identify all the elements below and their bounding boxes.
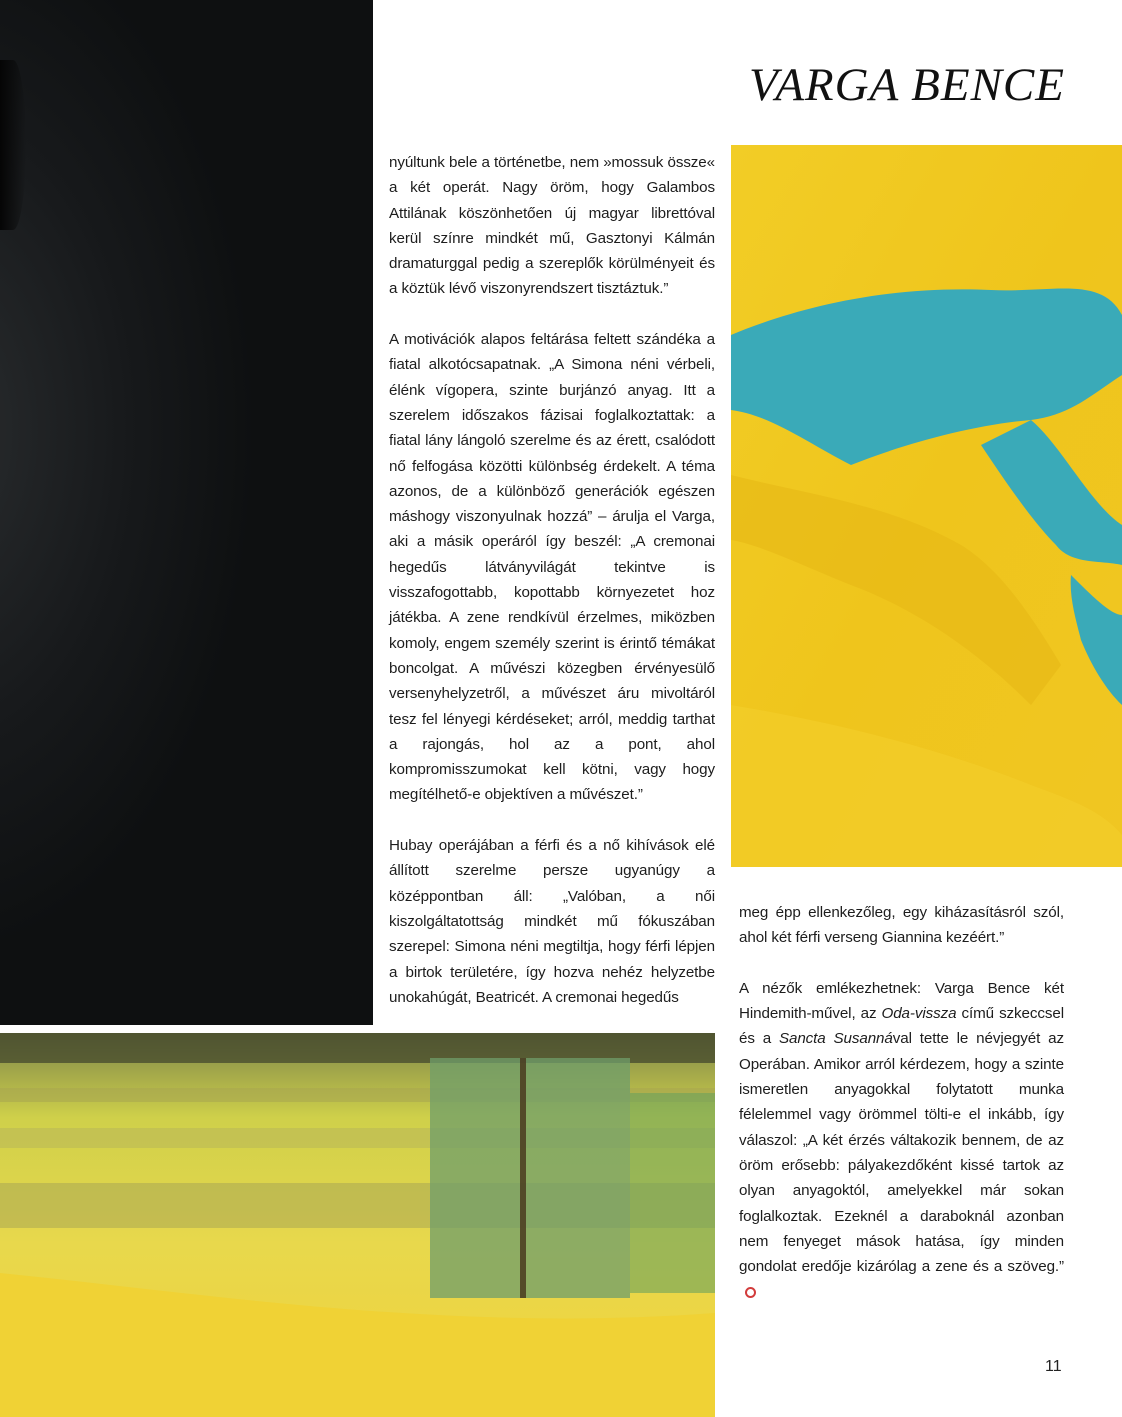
paragraph: nyúltunk bele a történetbe, nem »mossuk össze« a két operát. Nagy öröm, hogy Galambos Attilának köszönhetően új magyar librettóval kerül színre mindkét mű, Gasztonyi Kálmán dramaturggal pedig a szereplők körülményeit és a köztük lévő viszonyrendszert tisztáztuk.”	[389, 154, 715, 298]
paragraph: meg épp ellenkezőleg, egy kiházasításról szól, ahol két férfi verseng Giannina kezéért.”	[739, 904, 1064, 947]
portrait-hair-shadow	[0, 60, 26, 230]
text-column-left	[389, 150, 715, 1035]
yellow-painting-image	[731, 145, 1122, 867]
bottom-image-shapes	[0, 1033, 715, 1417]
work-title-italic: Sancta Susanná	[778, 1030, 893, 1048]
page-number: 11	[1045, 1358, 1062, 1375]
bottom-yellow-image	[0, 1033, 715, 1417]
work-title-italic: Oda-vissza	[881, 1005, 957, 1023]
text-run: A nézők emlékezhetnek: Varga Bence két Hindemith-művel, az	[739, 979, 1064, 1023]
article-headline: VARGA BENCE	[748, 59, 1065, 111]
end-of-article-icon	[745, 1287, 756, 1298]
text-run: című szkeccsel és a	[739, 1005, 1064, 1048]
paragraph	[739, 976, 1064, 1305]
portrait-photo	[0, 0, 373, 1025]
painting-brushstrokes	[731, 145, 1122, 867]
paragraph: Hubay operájában a férfi és a nő kihívások elé állított szerelme persze ugyanúgy a középpontban áll: „Valóban, a női kiszolgáltatottság mindkét mű fókuszában szerepel: Simona néni megtiltja, hogy férfi lépjen a birtok területére, így hozva nehéz helyzetbe unokahúgát, Beatricét. A cremonai hegedűs	[389, 837, 715, 1006]
text-run: val tette le névjegyét az Operában. Amikor arról kérdezem, hogy a szinte ismeretlen anyagokkal folytatott munka félelemmel vagy örömmel tölti-e el inkább, így válaszol: „A két érzés váltakozik bennem, de az öröm erősebb: pályakezdőként kissé tartok az olyan anyagoktól, amelyekkel már sokan foglalkoztak. Ezeknél a daraboknál azonban nem fenyeget mások hatása, így minden gondolat eredője kizárólag a zene és a szöveg.”	[739, 1030, 1064, 1276]
text-column-right	[739, 900, 1064, 1330]
paragraph: A motivációk alapos feltárása feltett szándéka a fiatal alkotócsapatnak. „A Simona néni vérbeli, élénk vígopera, szinte burjánzó anyag. Itt a szerelem időszakos fázisai foglalkoztattak: a fiatal lány lángoló szerelme és az érett, csalódott nő felfogása közötti különbség érdekelt. A téma azonos, de a különböző generációk egészen máshogy viszonyulnak hozzá” – árulja el Varga, aki a másik operáról így beszél: „A cremonai hegedűs látványvilágát tekintve is visszafogottabb, kopottabb környezetet hoz játékba. A zene rendkívül érzelmes, miközben komoly, engem személy szerint is érintő témákat boncolgat. A művészi közegben érvényesülő versenyhelyzetről, a művészet áru mivoltáról tesz fel lényegi kérdéseket; arról, meddig tarthat a rajongás, hol az a pont, ahol kompromisszumokat kell kötni, vagy hogy megítélhető-e objektíven a művészet.”	[389, 331, 715, 804]
